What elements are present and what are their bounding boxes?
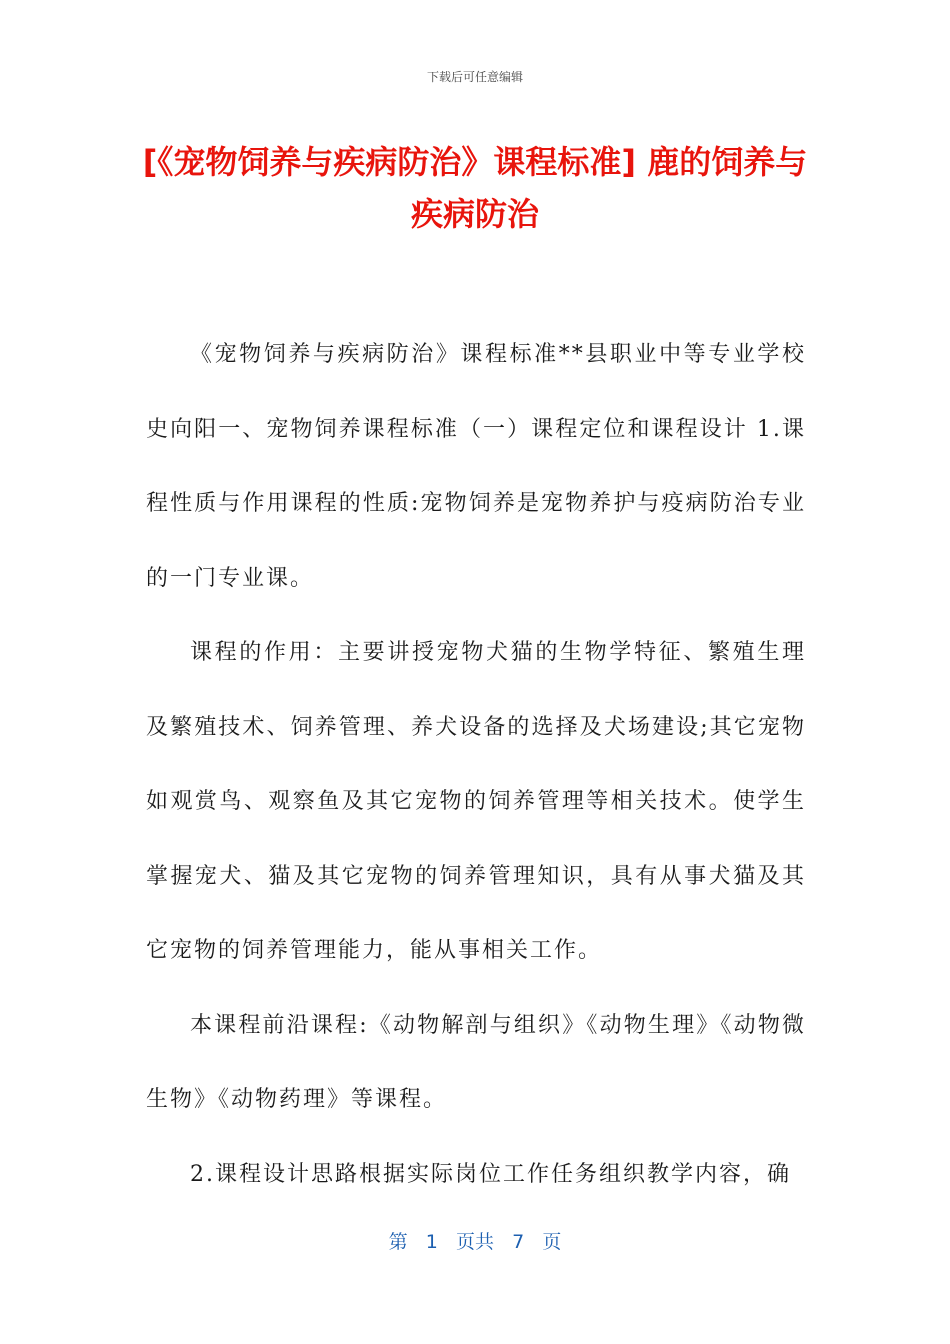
paragraph: 2.课程设计思路根据实际岗位工作任务组织教学内容，确 <box>190 1161 791 1187</box>
page-label-prefix: 第 <box>388 1231 408 1253</box>
document-body <box>146 318 806 1212</box>
page-current: 1 <box>425 1231 438 1253</box>
paragraph: 课程的作用：主要讲授宠物犬猫的生物学特征、繁殖生理及繁殖技术、饲养管理、养犬设备的选择及犬场建设;其它宠物如观赏鸟、观察鱼及其它宠物的饲养管理等相关技术。使学生掌握宠犬、猫及其它宠物的饲养管理知识，具有从事犬猫及其它宠物的饲养管理能力，能从事相关工作。 <box>146 640 806 963</box>
page-label-suffix: 页 <box>542 1231 562 1253</box>
page-footer <box>0 1227 950 1254</box>
page-total: 7 <box>512 1231 525 1253</box>
paragraph: 《宠物饲养与疾病防治》课程标准**县职业中等专业学校史向阳一、宠物饲养课程标准（一）课程定位和课程设计 1.课程性质与作用课程的性质:宠物饲养是宠物养护与疫病防治专业的一门专业课。 <box>146 342 806 591</box>
header-note: 下载后可任意编辑 <box>426 70 523 84</box>
page-label-middle: 页共 <box>455 1231 494 1253</box>
document-title: [《宠物饲养与疾病防治》课程标准] 鹿的饲养与疾病防治 <box>142 143 808 233</box>
paragraph: 本课程前沿课程:《动物解剖与组织》《动物生理》《动物微生物》《动物药理》等课程。 <box>146 1012 806 1112</box>
